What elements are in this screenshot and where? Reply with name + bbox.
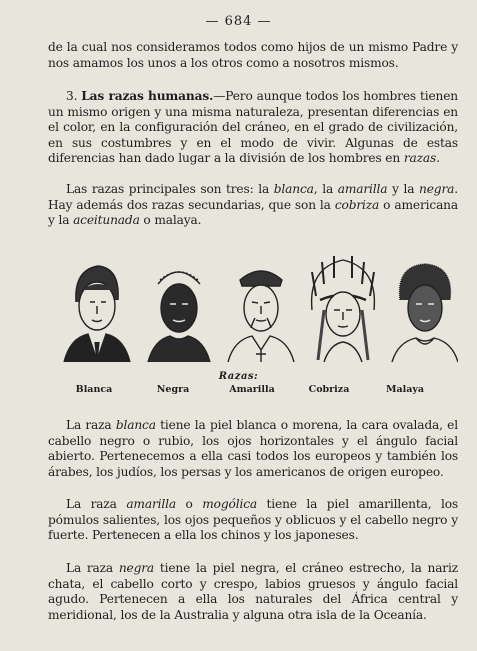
- text-run: y la: [387, 182, 420, 196]
- head-cobriza: [312, 256, 375, 362]
- term-aceitunada: aceitunada: [73, 213, 140, 228]
- term-mogolica: mogólica: [202, 497, 257, 511]
- section-number: 3.: [66, 89, 78, 103]
- head-negra: [148, 272, 210, 362]
- page-number: — 684 —: [205, 14, 272, 29]
- term-negra: negra: [118, 561, 155, 575]
- term-blanca: blanca: [115, 418, 156, 432]
- text-run: . Hay además dos razas secundarias, que son la: [48, 182, 458, 212]
- paragraph-raza-blanca: [48, 418, 458, 480]
- term-amarilla: amarilla: [126, 497, 176, 511]
- text-run: Las razas principales son tres: la: [66, 182, 274, 196]
- races-drawing: [48, 250, 458, 370]
- paragraph-raza-negra: [48, 561, 458, 623]
- paragraph-intro-text: de la cual nos consideramos todos como hijos de un mismo Padre y nos amamos los unos a los otros como a nosotros mismos.: [48, 40, 458, 70]
- caption-malaya: Malaya: [385, 384, 425, 395]
- caption-amarilla: Amarilla: [229, 384, 275, 395]
- text-run: o americana y la: [48, 197, 458, 228]
- head-amarilla: [228, 271, 294, 362]
- text-run: o malaya.: [139, 213, 202, 228]
- text-run: La raza: [66, 418, 116, 432]
- section-text: —Pero aunque todos los hombres tienen un mismo origen y una misma naturaleza, presentan diferencias en el color, en la configuración del cráneo, en el grado de civilización, en sus costumbres y en el modo de vivir. Algunas de estas diferencias han dado lugar a la división de los hombres en: [48, 89, 458, 166]
- text-run: tiene la piel negra, el cráneo estrecho, la nariz chata, el cabello corto y crespo, labios gruesos y ángulo facial agudo. Pertenecen a ella los naturales del África central y meridional, los de la Australia y alguna otra isla de la Oceanía.: [48, 561, 459, 622]
- head-blanca: [64, 266, 130, 362]
- punct: .: [436, 151, 440, 166]
- caption-negra: Negra: [156, 384, 190, 395]
- term-amarilla: amarilla: [337, 182, 388, 196]
- term-blanca: blanca: [273, 182, 314, 196]
- text-run: La raza: [66, 561, 119, 575]
- text-run: o: [176, 497, 203, 511]
- text-run: La raza: [66, 497, 127, 511]
- text-run: tiene la piel blanca o morena, la cara ovalada, el cabello negro o rubio, los ojos horizontales y el ángulo facial abierto. Pertenecemos a ella casi todos los europeos y también los árabes, los judíos, los persas y los americanos de origen europeo.: [48, 418, 458, 479]
- text-run: tiene la piel amarillenta, los pómulos salientes, los ojos pequeños y oblicuos y el cabello negro y fuerte. Pertenecen a ella los chinos y los japoneses.: [48, 497, 459, 543]
- figure-caption-title: Razas:: [218, 371, 259, 382]
- paragraph-intro: [48, 40, 458, 71]
- paragraph-razas-principales: [48, 182, 458, 229]
- caption-cobriza: Cobriza: [308, 384, 350, 395]
- term-razas: razas: [403, 151, 437, 166]
- caption-blanca: Blanca: [75, 384, 113, 395]
- section-heading: Las razas humanas.: [81, 89, 214, 103]
- paragraph-raza-amarilla: [48, 497, 458, 544]
- term-negra: negra: [419, 182, 455, 196]
- term-cobriza: cobriza: [334, 197, 380, 212]
- text-run: , la: [313, 182, 338, 196]
- paragraph-razas-humanas: [48, 89, 458, 167]
- head-malaya: [392, 264, 458, 362]
